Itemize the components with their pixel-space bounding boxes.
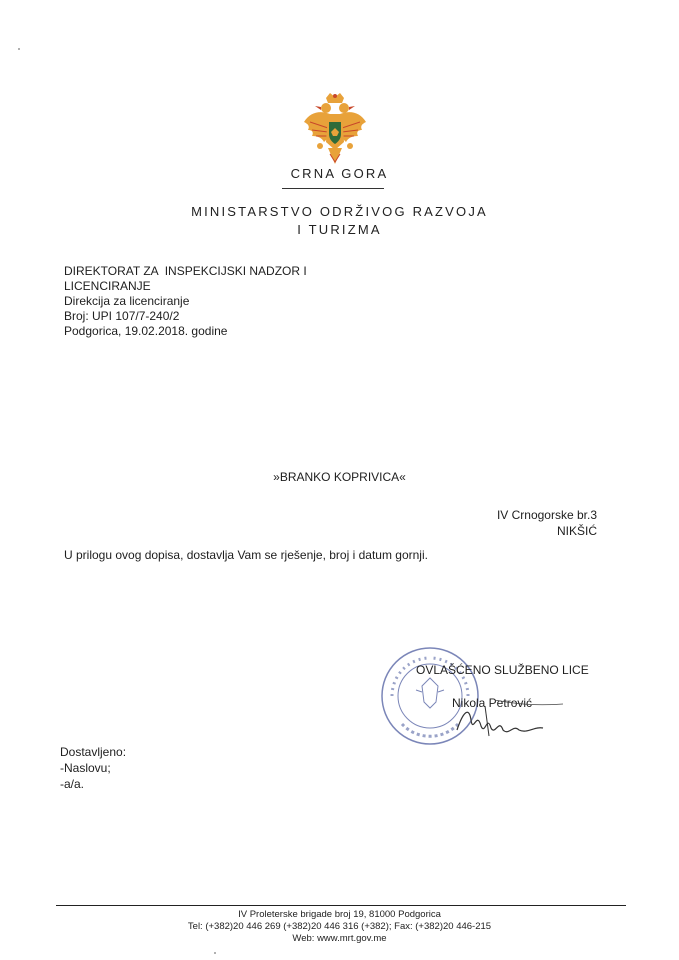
recipient-name: »BRANKO KOPRIVICA« — [273, 470, 406, 484]
ministry-title-line1: MINISTARSTVO ODRŽIVOG RAZVOJA — [191, 204, 488, 219]
department: Direkcija za licenciranje — [64, 294, 190, 308]
signer-title: OVLAŠĆENO SLUŽBENO LICE — [416, 663, 589, 677]
country-title: CRNA GORA — [290, 166, 389, 181]
scan-speck — [18, 48, 20, 50]
ministry-title-line2: I TURIZMA — [297, 222, 382, 237]
coat-of-arms-icon — [302, 92, 368, 168]
recipient-address-line2: NIKŠIĆ — [556, 524, 597, 538]
footer-web: Web: www.mrt.gov.me — [292, 933, 387, 944]
footer-address: IV Proleterske brigade broj 19, 81000 Podgorica — [238, 909, 441, 920]
header-divider — [282, 188, 384, 189]
footer-contact: Tel: (+382)20 446 269 (+382)20 446 316 (+382); Fax: (+382)20 446-215 — [187, 921, 492, 932]
scan-speck — [214, 952, 216, 954]
delivered-item: -Naslovu; — [60, 761, 111, 775]
letter-body: U prilogu ovog dopisa, dostavlja Vam se rješenje, broj i datum gornji. — [64, 548, 428, 562]
delivered-label: Dostavljeno: — [60, 745, 127, 759]
place-date: Podgorica, 19.02.2018. godine — [64, 324, 228, 338]
directorate-line1: DIREKTORAT ZA INSPEKCIJSKI NADZOR I — [64, 264, 307, 278]
footer-divider — [56, 905, 626, 906]
delivered-item: -a/a. — [60, 777, 85, 791]
directorate-line2: LICENCIRANJE — [64, 279, 151, 293]
reference-number: Broj: UPI 107/7-240/2 — [64, 309, 180, 323]
recipient-address-line1: IV Crnogorske br.3 — [496, 508, 597, 522]
signer-name: Nikola Petrović — [452, 696, 533, 710]
handwritten-signature-icon — [455, 700, 565, 740]
